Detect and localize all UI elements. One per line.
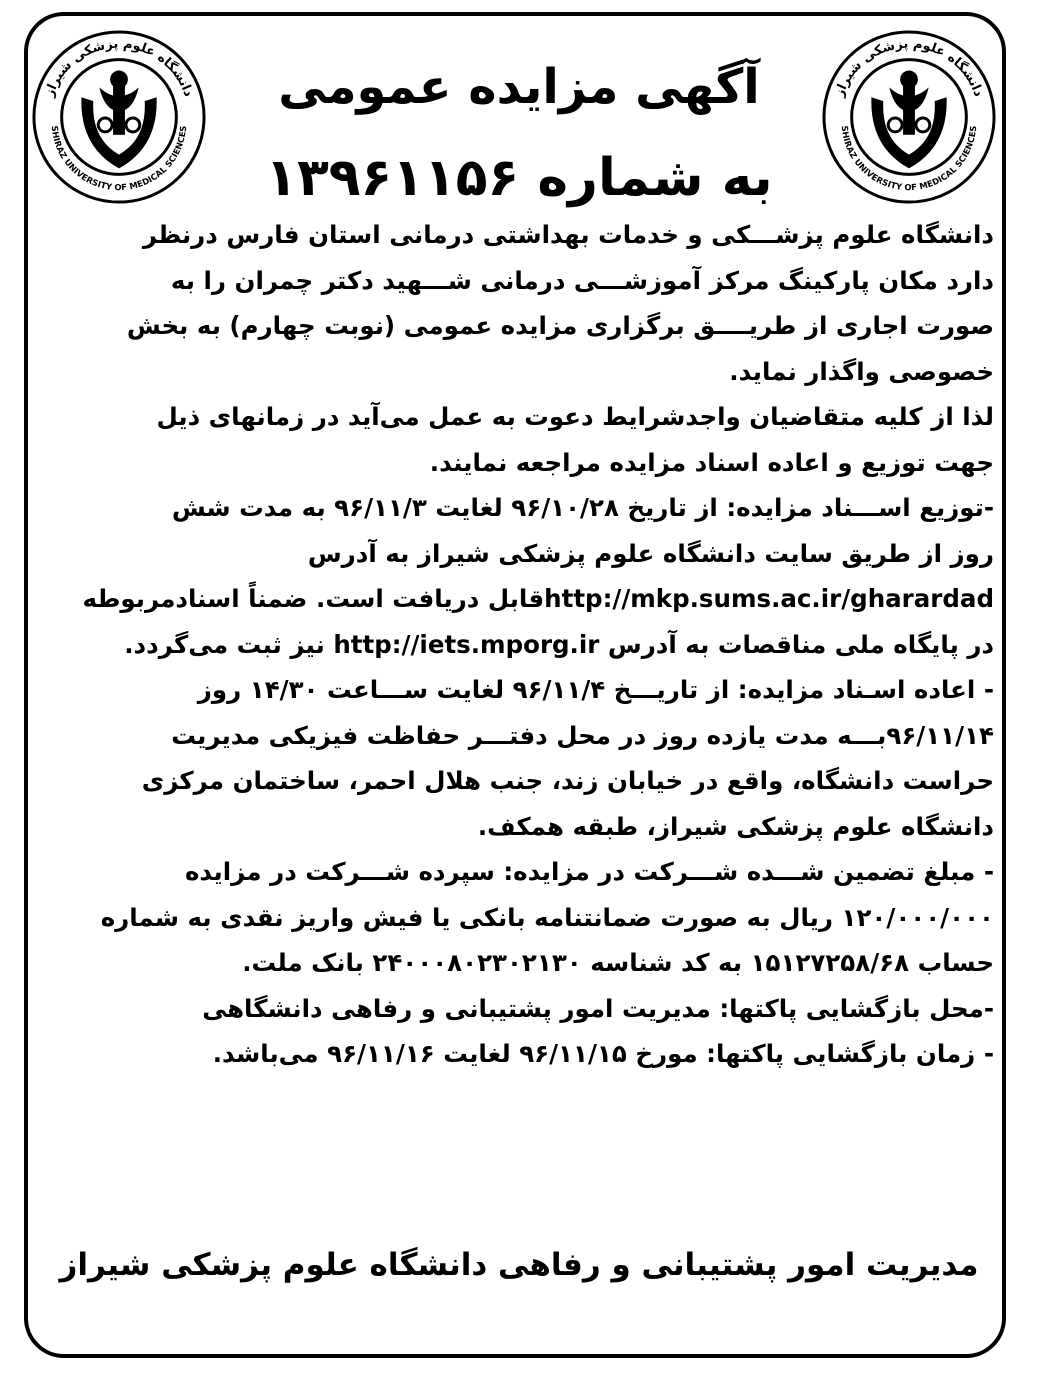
body-line: - زمان بازگشایی پاکتها: مورخ ۹۶/۱۱/۱۵ لغایت ۹۶/۱۱/۱۶ می‌باشد. <box>212 1039 994 1068</box>
university-logo-right <box>820 28 998 206</box>
logo-english-text: SHIRAZ UNIVERSITY OF MEDICAL SCIENCES <box>49 125 189 193</box>
body-line: لذا از کلیه متقاضیان واجدشرایط دعوت به عمل می‌آید در زمانهای ذیل <box>156 402 994 431</box>
body-line: -توزیع اســـناد مزایده: از تاریخ ۹۶/۱۰/۲۸ لغایت ۹۶/۱۱/۳ به مدت شش <box>171 493 994 522</box>
university-logo-left <box>30 28 208 206</box>
logo-persian-text: دانشگاه علوم پزشکی شیراز <box>832 36 986 99</box>
body-line: دانشگاه علوم پزشکی شیراز، طبقه همکف. <box>477 811 994 841</box>
body-line: حساب ۱۵۱۲۷۲۵۸/۶۸ به کد شناسه ۲۴۰۰۰۸۰۲۳۰۲۱۳۰ بانک ملت. <box>242 948 994 977</box>
notice-number: به شماره ۱۳۹۶۱۱۵۶ <box>265 148 773 208</box>
body-line: -محل بازگشایی پاکتها: مدیریت امور پشتیبانی و رفاهی دانشگاهی <box>202 993 994 1023</box>
body-line: خصوصی واگذار نماید. <box>729 356 994 386</box>
body-line: دانشگاه علوم پزشـــکی و خدمات بهداشتی درمانی استان فارس درنظر <box>142 220 994 249</box>
body-line: در پایگاه ملی مناقصات به آدرس http://iets.mporg.ir نیز ثبت می‌گردد. <box>124 629 994 659</box>
notice-title: آگهی مزایده عمومی <box>278 59 760 115</box>
logo-persian-text: دانشگاه علوم پزشکی شیراز <box>42 36 196 99</box>
body-line: جهت توزیع و اعاده اسناد مزایده مراجعه نمایند. <box>429 447 994 477</box>
notice-body <box>44 212 994 1077</box>
body-line: صورت اجاری از طریــــق برگزاری مزایده عمومی (نوبت چهارم) به بخش <box>126 311 994 340</box>
notice-footer-signature: مدیریت امور پشتیبانی و رفاهی دانشگاه علوم پزشکی شیراز <box>59 1247 979 1283</box>
body-line: ۱۲۰/۰۰۰/۰۰۰ ریال به صورت ضمانتنامه بانکی یا فیش واریز نقدی به شماره <box>100 902 994 932</box>
body-line: - مبلغ تضمین شـــده شـــرکت در مزایده: سپرده شـــرکت در مزایده <box>184 857 994 886</box>
body-line: روز از طریق سایت دانشگاه علوم پزشکی شیراز به آدرس <box>307 538 994 568</box>
body-line: دارد مکان پارکینگ مرکز آموزشـــی درمانی شـــهید دکتر چمران را به <box>170 265 994 295</box>
logo-english-text: SHIRAZ UNIVERSITY OF MEDICAL SCIENCES <box>839 125 979 193</box>
body-line: حراست دانشگاه، واقع در خیابان زند، جنب هلال احمر، ساختمان مرکزی <box>141 766 994 795</box>
body-line: ۹۶/۱۱/۱۴بـــه مدت یازده روز در محل دفتـــر حفاظت فیزیکی مدیریت <box>171 720 994 750</box>
body-line: http://mkp.sums.ac.ir/gharardadقابل دریافت است. ضمناً اسنادمربوطه <box>82 584 994 613</box>
body-line: - اعاده اسـناد مزایده: از تاریـــخ ۹۶/۱۱/۴ لغایت ســـاعت ۱۴/۳۰ روز <box>197 675 994 704</box>
